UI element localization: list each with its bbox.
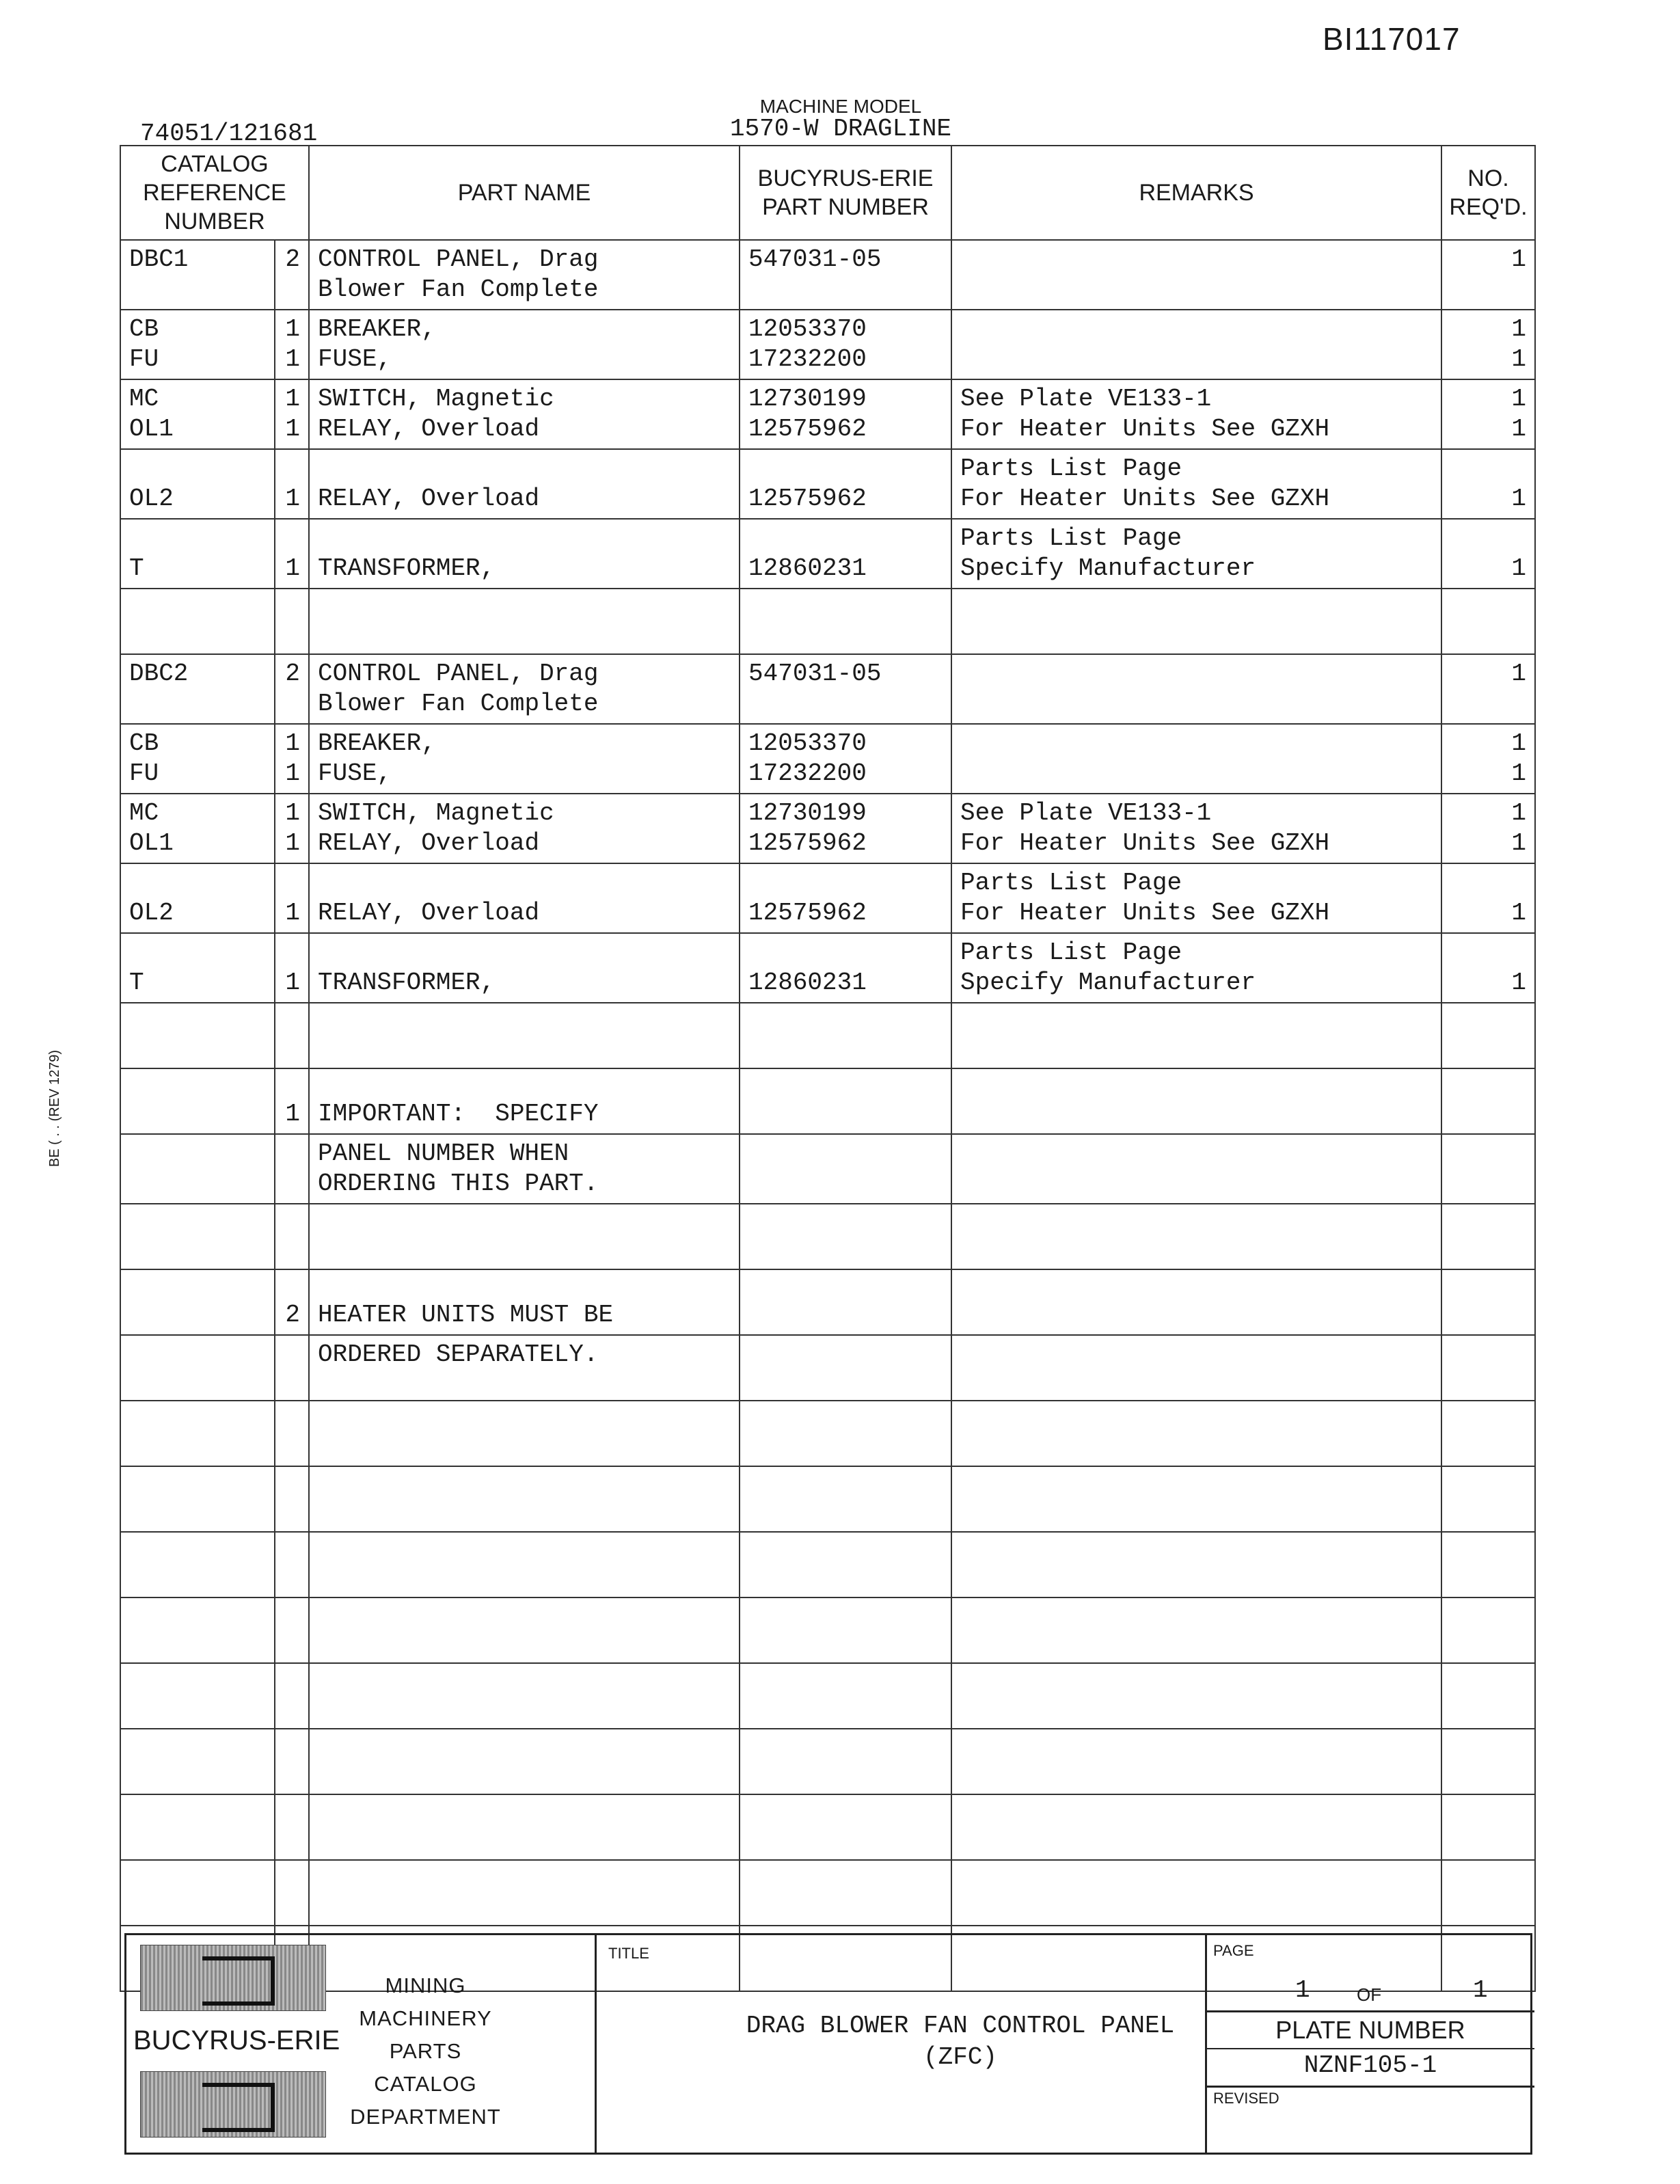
table-row [120, 1204, 1535, 1269]
part-name-cell [309, 863, 740, 933]
part-number-cell [740, 1003, 951, 1068]
note-number-cell [275, 1794, 309, 1860]
note-number-cell [275, 1729, 309, 1794]
table-row [120, 240, 1535, 310]
part-name-cell [309, 1532, 740, 1597]
part-number-cell [740, 1068, 951, 1134]
note-number-cell [275, 1466, 309, 1532]
remarks-cell [951, 1729, 1441, 1794]
catalog-ref-cell [120, 310, 275, 379]
cell-line: RELAY, Overload [318, 829, 540, 857]
qty-cell [1441, 794, 1535, 863]
table-row [120, 794, 1535, 863]
part-number-cell [740, 1729, 951, 1794]
cell-line: CONTROL PANEL, Drag [318, 245, 599, 273]
cell-line: 1 [1511, 345, 1527, 373]
cell-line: BREAKER, [318, 729, 436, 757]
part-name-cell [309, 933, 740, 1003]
table-row [120, 310, 1535, 379]
cell-line: Parts List Page [960, 869, 1182, 897]
cell-line: MC [129, 799, 159, 827]
note-number-cell [275, 1663, 309, 1729]
note-number-cell [275, 1204, 309, 1269]
part-number-cell [740, 1597, 951, 1663]
cell-line: 1 [1511, 969, 1527, 997]
note-number-cell [275, 654, 309, 724]
qty-cell [1441, 654, 1535, 724]
cell-line: 12730199 [748, 385, 867, 413]
note-number-cell [275, 310, 309, 379]
cell-line: CB [129, 729, 159, 757]
part-name-cell [309, 1134, 740, 1204]
cell-line: Parts List Page [960, 524, 1182, 552]
part-name-cell [309, 1401, 740, 1466]
qty-cell [1441, 519, 1535, 589]
part-name-cell [309, 310, 740, 379]
cell-line: Blower Fan Complete [318, 275, 599, 304]
table-row [120, 724, 1535, 794]
remarks-cell [951, 1269, 1441, 1335]
table-row [120, 1401, 1535, 1466]
catalog-ref-cell [120, 1860, 275, 1926]
remarks-cell [951, 863, 1441, 933]
cell-line: For Heater Units See GZXH [960, 485, 1330, 513]
part-number-cell [740, 589, 951, 654]
table-row [120, 1597, 1535, 1663]
part-number-cell [740, 519, 951, 589]
note-number-cell [275, 1597, 309, 1663]
cell-line: 1 [285, 415, 301, 443]
remarks-cell [951, 1401, 1441, 1466]
cell-line: 547031-05 [748, 245, 882, 273]
machine-model-label: MACHINE MODEL [759, 96, 922, 117]
table-header-row [120, 146, 1535, 240]
qty-cell [1441, 1335, 1535, 1401]
part-name-cell [309, 1269, 740, 1335]
cell-line: Parts List Page [960, 939, 1182, 967]
part-number-cell [740, 240, 951, 310]
cell-line: 12053370 [748, 729, 867, 757]
remarks-cell [951, 240, 1441, 310]
part-number-cell [740, 1794, 951, 1860]
title-label: TITLE [608, 1945, 649, 1962]
qty-cell [1441, 863, 1535, 933]
table-row [120, 1335, 1535, 1401]
cell-line: Specify Manufacturer [960, 554, 1256, 582]
part-number-cell [740, 1401, 951, 1466]
qty-cell [1441, 240, 1535, 310]
revised-label: REVISED [1213, 2090, 1279, 2107]
cell-line: 1 [1511, 829, 1527, 857]
cell-line: FUSE, [318, 759, 392, 787]
note-number-cell [275, 1532, 309, 1597]
cell-line: ORDERED SEPARATELY. [318, 1340, 599, 1369]
cell-line: 1 [1511, 415, 1527, 443]
logo-mark-top [140, 1945, 326, 2011]
qty-cell [1441, 1269, 1535, 1335]
qty-cell [1441, 1068, 1535, 1134]
cell-line: 2 [285, 1301, 301, 1329]
part-name-cell [309, 654, 740, 724]
qty-cell [1441, 1597, 1535, 1663]
part-name-cell [309, 240, 740, 310]
cell-line: CONTROL PANEL, Drag [318, 660, 599, 688]
table-row [120, 1068, 1535, 1134]
cell-line: OL1 [129, 829, 174, 857]
part-name-cell [309, 379, 740, 449]
part-name-cell [309, 1663, 740, 1729]
qty-cell [1441, 1204, 1535, 1269]
cell-line: FU [129, 759, 159, 787]
remarks-cell [951, 933, 1441, 1003]
catalog-ref-cell [120, 1134, 275, 1204]
note-number-cell [275, 863, 309, 933]
catalog-ref-cell [120, 1335, 275, 1401]
cell-line: MC [129, 385, 159, 413]
side-form-code: BE ( . . (REV 1279) [47, 1049, 63, 1168]
catalog-ref-cell [120, 1003, 275, 1068]
qty-cell [1441, 1729, 1535, 1794]
cell-line: IMPORTANT: SPECIFY [318, 1100, 599, 1128]
part-number-cell [740, 1466, 951, 1532]
cell-line: OL2 [129, 899, 174, 927]
cell-line: 1 [285, 485, 301, 513]
note-number-cell [275, 794, 309, 863]
plate-number: NZNF105-1 [1303, 2051, 1437, 2079]
cell-line: 1 [285, 969, 301, 997]
note-number-cell [275, 1401, 309, 1466]
qty-cell [1441, 449, 1535, 519]
note-number-cell [275, 589, 309, 654]
part-number-cell [740, 379, 951, 449]
part-name-cell [309, 449, 740, 519]
cell-line: 1 [1511, 759, 1527, 787]
cell-line: T [129, 554, 144, 582]
cell-line: 1 [285, 385, 301, 413]
part-name-cell [309, 519, 740, 589]
part-number-cell [740, 863, 951, 933]
catalog-ref-cell [120, 240, 275, 310]
cell-line: 12730199 [748, 799, 867, 827]
cell-line: T [129, 969, 144, 997]
qty-cell [1441, 724, 1535, 794]
catalog-ref-cell [120, 379, 275, 449]
cell-line: OL2 [129, 485, 174, 513]
cell-line: 12575962 [748, 485, 867, 513]
table-row [120, 449, 1535, 519]
table-row [120, 1134, 1535, 1204]
qty-cell [1441, 379, 1535, 449]
cell-line: BREAKER, [318, 315, 436, 343]
cell-line: 1 [285, 899, 301, 927]
part-number-cell [740, 1663, 951, 1729]
cell-line: 1 [1511, 729, 1527, 757]
cell-line: RELAY, Overload [318, 899, 540, 927]
cell-line: See Plate VE133-1 [960, 799, 1212, 827]
col-header-part-name: PART NAME [309, 146, 740, 240]
cell-line: 1 [285, 799, 301, 827]
company-name: BUCYRUS-ERIE [133, 2025, 340, 2055]
cell-line: FU [129, 345, 159, 373]
remarks-cell [951, 1068, 1441, 1134]
cell-line: 547031-05 [748, 660, 882, 688]
catalog-ref-cell [120, 449, 275, 519]
note-number-cell [275, 724, 309, 794]
cell-line: 1 [1511, 554, 1527, 582]
cell-line: OL1 [129, 415, 174, 443]
cell-line: 12860231 [748, 969, 867, 997]
document-id: BI117017 [1323, 21, 1461, 57]
note-number-cell [275, 1860, 309, 1926]
part-name-cell [309, 1794, 740, 1860]
qty-cell [1441, 1466, 1535, 1532]
department-name: MINING MACHINERY PARTS CATALOG DEPARTMENT [350, 1973, 501, 2129]
cell-line: 12575962 [748, 415, 867, 443]
page-label: PAGE [1213, 1942, 1254, 1959]
cell-line: 1 [285, 759, 301, 787]
logo-mark-bottom [140, 2071, 326, 2138]
part-number-cell [740, 449, 951, 519]
table-row [120, 654, 1535, 724]
remarks-cell [951, 519, 1441, 589]
remarks-cell [951, 1134, 1441, 1204]
cell-line: 1 [285, 554, 301, 582]
plate-number-label: PLATE NUMBER [1275, 2016, 1465, 2044]
catalog-ref-cell [120, 1729, 275, 1794]
page-of-label: OF [1357, 1984, 1382, 2005]
remarks-cell [951, 654, 1441, 724]
part-number-cell [740, 1532, 951, 1597]
table-row [120, 519, 1535, 589]
qty-cell [1441, 1134, 1535, 1204]
cell-line: CB [129, 315, 159, 343]
cell-line: DBC2 [129, 660, 189, 688]
remarks-cell [951, 1860, 1441, 1926]
title-block [124, 1933, 1532, 2155]
part-number-cell [740, 1204, 951, 1269]
cell-line: For Heater Units See GZXH [960, 829, 1330, 857]
note-number-cell [275, 379, 309, 449]
plate-title: DRAG BLOWER FAN CONTROL PANEL (ZFC) [746, 2012, 1175, 2071]
part-name-cell [309, 1003, 740, 1068]
catalog-ref-cell [120, 519, 275, 589]
remarks-cell [951, 310, 1441, 379]
table-row [120, 379, 1535, 449]
cell-line: For Heater Units See GZXH [960, 899, 1330, 927]
qty-cell [1441, 933, 1535, 1003]
cell-line: 1 [285, 315, 301, 343]
cell-line: 1 [1511, 899, 1527, 927]
part-number-cell [740, 1269, 951, 1335]
cell-line: 1 [1511, 799, 1527, 827]
cell-line: SWITCH, Magnetic [318, 799, 554, 827]
col-header-catalog: CATALOG REFERENCE NUMBER [120, 146, 309, 240]
qty-cell [1441, 1532, 1535, 1597]
part-number-cell [740, 654, 951, 724]
catalog-ref-cell [120, 1269, 275, 1335]
remarks-cell [951, 1466, 1441, 1532]
catalog-ref-cell [120, 1597, 275, 1663]
cell-line: TRANSFORMER, [318, 554, 496, 582]
table-row [120, 1003, 1535, 1068]
cell-line: Parts List Page [960, 455, 1182, 483]
page-total: 1 [1473, 1976, 1488, 2004]
note-number-cell [275, 1068, 309, 1134]
catalog-ref-cell [120, 863, 275, 933]
cell-line: 1 [285, 345, 301, 373]
col-header-part-number: BUCYRUS-ERIE PART NUMBER [740, 146, 951, 240]
machine-model-value: 1570-W DRAGLINE [729, 115, 952, 143]
table-row [120, 1466, 1535, 1532]
table-row [120, 1269, 1535, 1335]
cell-line: Specify Manufacturer [960, 969, 1256, 997]
catalog-ref-cell [120, 933, 275, 1003]
part-number-cell [740, 1335, 951, 1401]
catalog-ref-cell [120, 1401, 275, 1466]
cell-line: DBC1 [129, 245, 189, 273]
part-number-cell [740, 933, 951, 1003]
qty-cell [1441, 310, 1535, 379]
part-number-cell [740, 1860, 951, 1926]
part-number-cell [740, 794, 951, 863]
remarks-cell [951, 724, 1441, 794]
note-number-cell [275, 1335, 309, 1401]
cell-line: 12575962 [748, 829, 867, 857]
cell-line: 1 [1511, 385, 1527, 413]
remarks-cell [951, 794, 1441, 863]
note-number-cell [275, 240, 309, 310]
catalog-ref-cell [120, 1204, 275, 1269]
part-name-cell [309, 1204, 740, 1269]
part-number-cell [740, 1134, 951, 1204]
note-number-cell [275, 449, 309, 519]
cell-line: ORDERING THIS PART. [318, 1170, 599, 1198]
part-number-cell [740, 310, 951, 379]
catalog-ref-cell [120, 1532, 275, 1597]
catalog-ref-cell [120, 1663, 275, 1729]
remarks-cell [951, 1794, 1441, 1860]
qty-cell [1441, 589, 1535, 654]
cell-line: 1 [285, 829, 301, 857]
part-name-cell [309, 1335, 740, 1401]
remarks-cell [951, 1003, 1441, 1068]
cell-line: SWITCH, Magnetic [318, 385, 554, 413]
table-row [120, 1532, 1535, 1597]
cell-line: HEATER UNITS MUST BE [318, 1301, 614, 1329]
cell-line: 12860231 [748, 554, 867, 582]
part-name-cell [309, 724, 740, 794]
qty-cell [1441, 1860, 1535, 1926]
table-row [120, 863, 1535, 933]
part-name-cell [309, 1466, 740, 1532]
note-number-cell [275, 519, 309, 589]
table-row [120, 1860, 1535, 1926]
catalog-ref-cell [120, 794, 275, 863]
company-logo [133, 1945, 340, 2153]
qty-cell [1441, 1003, 1535, 1068]
cell-line: 12575962 [748, 899, 867, 927]
note-number-cell [275, 933, 309, 1003]
catalog-ref-cell [120, 654, 275, 724]
note-number-cell [275, 1134, 309, 1204]
catalog-ref-cell [120, 724, 275, 794]
cell-line: 1 [1511, 315, 1527, 343]
cell-line: RELAY, Overload [318, 485, 540, 513]
cell-line: 17232200 [748, 759, 867, 787]
table-row [120, 589, 1535, 654]
note-number-cell [275, 1003, 309, 1068]
table-row [120, 933, 1535, 1003]
remarks-cell [951, 1597, 1441, 1663]
cell-line: For Heater Units See GZXH [960, 415, 1330, 443]
table-row [120, 1663, 1535, 1729]
remarks-cell [951, 1335, 1441, 1401]
cell-line: 1 [1511, 245, 1527, 273]
table-row [120, 1729, 1535, 1794]
catalog-ref-cell [120, 1466, 275, 1532]
part-name-cell [309, 1860, 740, 1926]
table-row [120, 1794, 1535, 1860]
qty-cell [1441, 1401, 1535, 1466]
cell-line: 17232200 [748, 345, 867, 373]
remarks-cell [951, 379, 1441, 449]
qty-cell [1441, 1663, 1535, 1729]
cell-line: FUSE, [318, 345, 392, 373]
remarks-cell [951, 1204, 1441, 1269]
cell-line: 1 [1511, 660, 1527, 688]
remarks-cell [951, 1532, 1441, 1597]
cell-line: See Plate VE133-1 [960, 385, 1212, 413]
reference-number: 74051/121681 [140, 120, 318, 148]
col-header-qty: NO. REQ'D. [1441, 146, 1535, 240]
remarks-cell [951, 1663, 1441, 1729]
catalog-ref-cell [120, 1794, 275, 1860]
cell-line: PANEL NUMBER WHEN [318, 1140, 569, 1168]
cell-line: 12053370 [748, 315, 867, 343]
part-name-cell [309, 589, 740, 654]
part-name-cell [309, 1729, 740, 1794]
col-header-remarks: REMARKS [951, 146, 1441, 240]
cell-line: 2 [285, 660, 301, 688]
remarks-cell [951, 589, 1441, 654]
cell-line: RELAY, Overload [318, 415, 540, 443]
part-name-cell [309, 1597, 740, 1663]
parts-table [120, 145, 1534, 1992]
remarks-cell [951, 449, 1441, 519]
part-name-cell [309, 1068, 740, 1134]
cell-line: TRANSFORMER, [318, 969, 496, 997]
note-number-cell [275, 1269, 309, 1335]
part-name-cell [309, 794, 740, 863]
cell-line: Blower Fan Complete [318, 690, 599, 718]
catalog-ref-cell [120, 1068, 275, 1134]
part-number-cell [740, 724, 951, 794]
cell-line: 1 [1511, 485, 1527, 513]
qty-cell [1441, 1794, 1535, 1860]
catalog-ref-cell [120, 589, 275, 654]
page-number: 1 [1295, 1976, 1310, 2004]
cell-line: 1 [285, 1100, 301, 1128]
cell-line: 2 [285, 245, 301, 273]
cell-line: 1 [285, 729, 301, 757]
